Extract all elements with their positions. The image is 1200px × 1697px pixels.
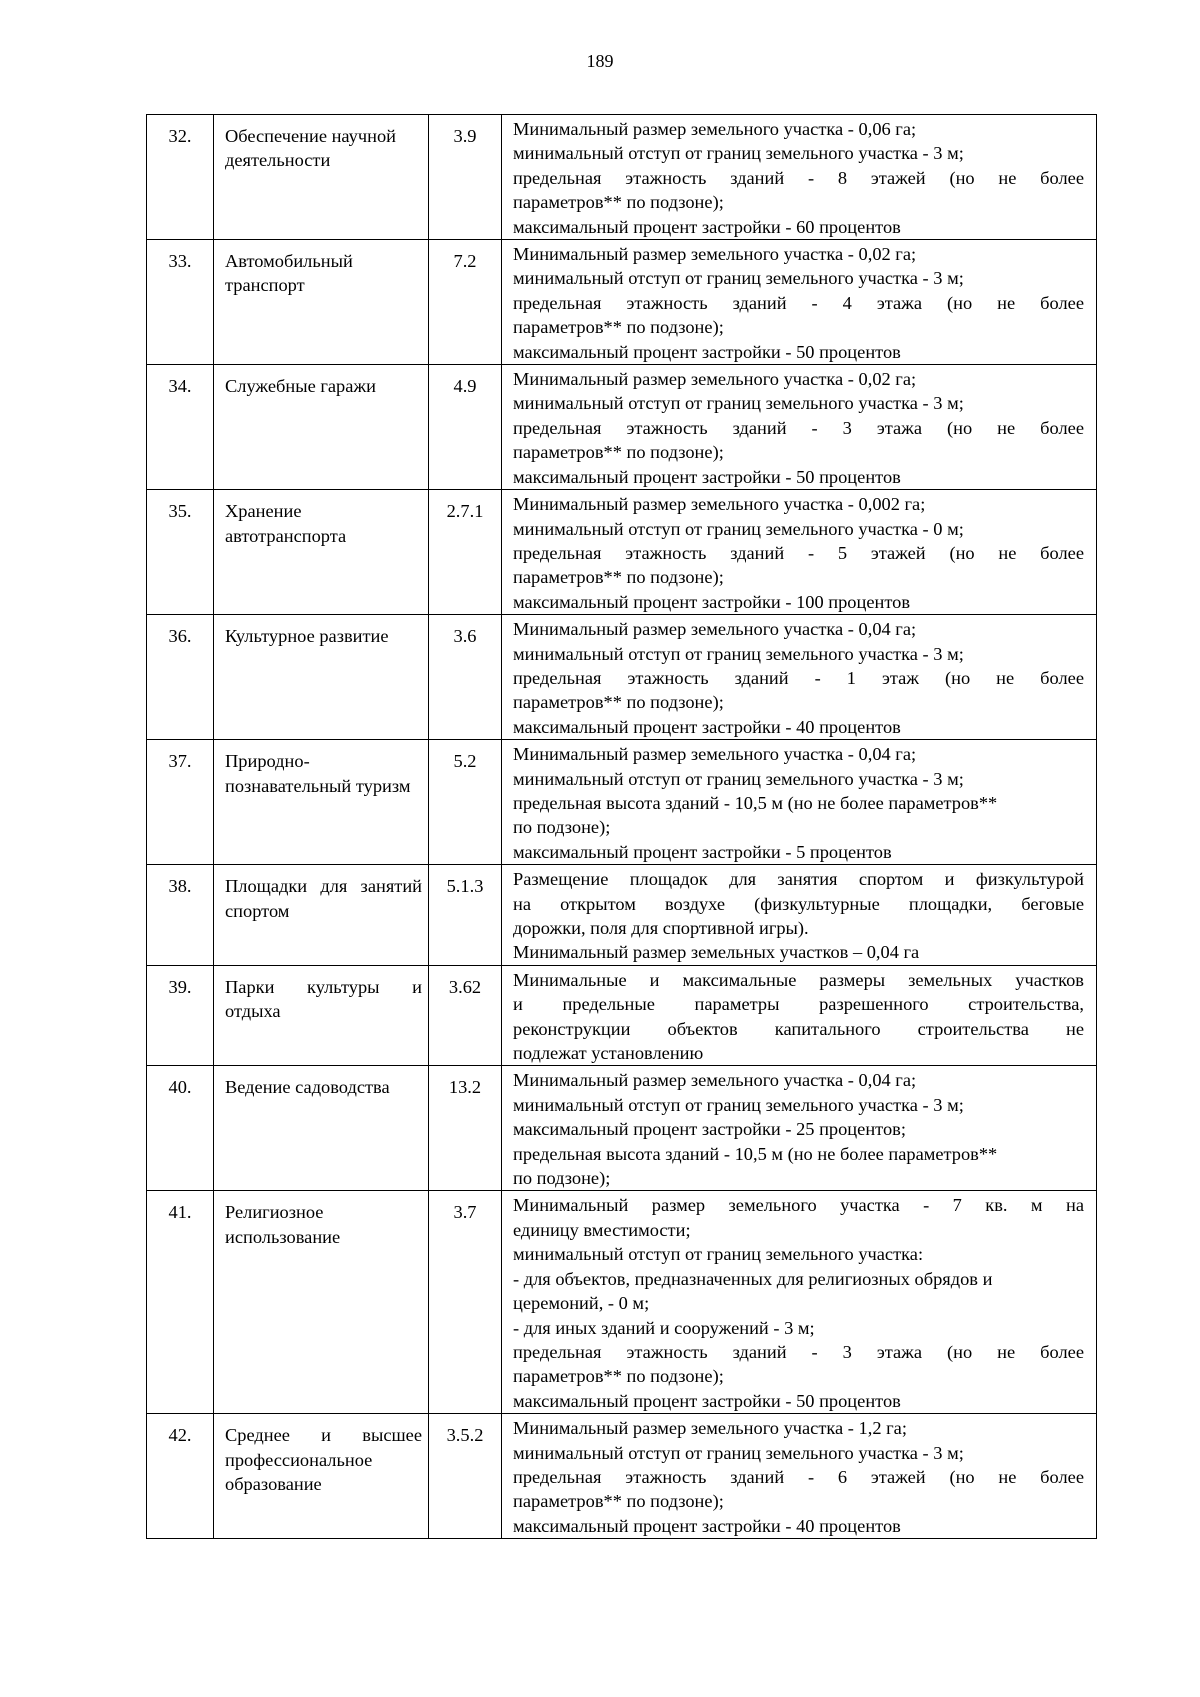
page-number: 189 (586, 51, 614, 71)
parameters-cell (502, 115, 1097, 240)
parameters-line: параметров** по подзоне); (513, 317, 724, 338)
land-use-name: Площадки для занятий спортом (225, 876, 422, 921)
land-use-code-cell (429, 365, 502, 490)
land-use-name: Ведение садоводства (225, 1077, 390, 1098)
row-number: 42. (168, 1425, 192, 1446)
land-use-name: Хранение автотранспорта (225, 501, 347, 546)
row-number: 35. (168, 501, 192, 522)
parameters-line: подлежат установлению (513, 1043, 704, 1064)
parameters-line: параметров** по подзоне); (513, 567, 724, 588)
parameters-line: максимальный процент застройки - 60 процентов (513, 216, 901, 237)
parameters-line: Минимальный размер земельного участка - 0,06 га; (513, 119, 917, 139)
land-use-name: Среднее и высшее профессиональное образование (225, 1425, 422, 1494)
table-row (147, 740, 1097, 865)
parameters-line: - для объектов, предназначенных для религиозных обрядов и (513, 1268, 993, 1289)
land-use-code: 3.62 (448, 976, 482, 997)
parameters-line: минимальный отступ от границ земельного участка - 3 м; (513, 143, 964, 164)
parameters-line: единицу вместимости; (513, 1219, 691, 1240)
row-number-cell (147, 1191, 214, 1414)
parameters-cell (502, 615, 1097, 740)
land-use-name-cell (214, 490, 429, 615)
land-use-name-cell (214, 615, 429, 740)
land-use-name-cell (214, 1414, 429, 1539)
parameters-cell (502, 365, 1097, 490)
row-number: 41. (168, 1202, 192, 1223)
parameters-line: и предельные параметры разрешенного строительства, (513, 994, 1084, 1015)
regulations-table (146, 114, 1097, 1539)
row-number-cell (147, 615, 214, 740)
row-number-cell (147, 240, 214, 365)
row-number-cell (147, 1414, 214, 1539)
land-use-code: 3.6 (453, 626, 477, 647)
parameters-line: минимальный отступ от границ земельного участка - 0 м; (513, 518, 964, 539)
parameters-line: Минимальный размер земельного участка - 7 кв. м на (513, 1195, 1084, 1216)
land-use-code: 13.2 (448, 1077, 482, 1098)
parameters-line: параметров** по подзоне); (513, 692, 724, 713)
row-number: 40. (168, 1077, 192, 1098)
land-use-name-cell (214, 865, 429, 966)
parameters-line: минимальный отступ от границ земельного участка - 3 м; (513, 1094, 964, 1115)
parameters-line: минимальный отступ от границ земельного участка - 3 м; (513, 768, 964, 789)
parameters-cell (502, 490, 1097, 615)
parameters-cell (502, 965, 1097, 1066)
row-number: 34. (168, 376, 192, 397)
parameters-line: Размещение площадок для занятия спортом и физкультурой (513, 869, 1084, 890)
parameters-line: Минимальный размер земельных участков – 0,04 га (513, 942, 920, 963)
row-number-cell (147, 490, 214, 615)
table-row (147, 240, 1097, 365)
land-use-code-cell (429, 1066, 502, 1191)
parameters-line: минимальный отступ от границ земельного участка - 3 м; (513, 1442, 964, 1463)
table-row (147, 1414, 1097, 1539)
land-use-name-cell (214, 365, 429, 490)
table-row (147, 365, 1097, 490)
parameters-line: Минимальный размер земельного участка - 0,02 га; (513, 369, 917, 390)
land-use-name-cell (214, 115, 429, 240)
parameters-line: предельная этажность зданий - 1 этаж (но не более (513, 667, 1084, 688)
land-use-code-cell (429, 1191, 502, 1414)
table-row (147, 1191, 1097, 1414)
parameters-line: предельная этажность зданий - 6 этажей (но не более (513, 1466, 1084, 1487)
land-use-code: 2.7.1 (446, 501, 484, 522)
land-use-code-cell (429, 865, 502, 966)
land-use-code: 3.9 (453, 126, 477, 146)
parameters-line: дорожки, поля для спортивной игры). (513, 918, 809, 938)
row-number-cell (147, 115, 214, 240)
parameters-line: максимальный процент застройки - 50 процентов (513, 1390, 901, 1411)
land-use-code-cell (429, 240, 502, 365)
parameters-line: параметров** по подзоне); (513, 1366, 724, 1387)
parameters-line: максимальный процент застройки - 5 процентов (513, 841, 892, 862)
land-use-code-cell (429, 615, 502, 740)
land-use-name-cell (214, 240, 429, 365)
land-use-code: 5.1.3 (446, 876, 484, 897)
parameters-line: по подзоне); (513, 1168, 611, 1189)
row-number: 32. (168, 126, 192, 146)
parameters-line: предельная этажность зданий - 4 этажа (но не более (513, 292, 1084, 313)
table-row (147, 1066, 1097, 1191)
parameters-line: предельная высота зданий - 10,5 м (но не более параметров** (513, 1143, 998, 1164)
parameters-line: Минимальный размер земельного участка - 0,002 га; (513, 494, 926, 515)
parameters-cell (502, 1414, 1097, 1539)
land-use-name-cell (214, 965, 429, 1066)
parameters-cell (502, 865, 1097, 966)
parameters-line: минимальный отступ от границ земельного участка: (513, 1244, 924, 1265)
row-number: 37. (168, 751, 192, 772)
land-use-code: 4.9 (453, 376, 477, 397)
land-use-code: 5.2 (453, 751, 477, 772)
parameters-line: минимальный отступ от границ земельного участка - 3 м; (513, 393, 964, 414)
land-use-name-cell (214, 1066, 429, 1191)
parameters-line: максимальный процент застройки - 100 процентов (513, 591, 911, 612)
row-number: 36. (168, 626, 192, 647)
parameters-line: на открытом воздухе (физкультурные площадки, беговые (513, 893, 1084, 914)
parameters-line: параметров** по подзоне); (513, 192, 724, 213)
parameters-line: максимальный процент застройки - 50 процентов (513, 341, 901, 362)
land-use-code-cell (429, 115, 502, 240)
parameters-line: предельная этажность зданий - 8 этажей (но не более (513, 167, 1084, 188)
land-use-code-cell (429, 1414, 502, 1539)
table-row (147, 615, 1097, 740)
land-use-code: 3.5.2 (446, 1425, 484, 1446)
row-number-cell (147, 1066, 214, 1191)
parameters-line: Минимальный размер земельного участка - 0,04 га; (513, 744, 917, 765)
parameters-line: Минимальные и максимальные размеры земельных участков (513, 969, 1084, 990)
row-number-cell (147, 740, 214, 865)
parameters-cell (502, 1191, 1097, 1414)
land-use-name: Природно-познавательный туризм (225, 751, 411, 796)
parameters-line: реконструкции объектов капитального строительства не (513, 1018, 1084, 1039)
parameters-line: параметров** по подзоне); (513, 442, 724, 463)
parameters-line: максимальный процент застройки - 40 процентов (513, 1515, 901, 1536)
parameters-line: Минимальный размер земельного участка - 1,2 га; (513, 1418, 907, 1439)
parameters-line: максимальный процент застройки - 40 процентов (513, 716, 901, 737)
parameters-line: параметров** по подзоне); (513, 1491, 724, 1512)
table-row (147, 865, 1097, 966)
land-use-name: Автомобильный транспорт (225, 251, 353, 296)
parameters-line: предельная высота зданий - 10,5 м (но не более параметров** (513, 792, 998, 813)
parameters-line: максимальный процент застройки - 25 процентов; (513, 1119, 906, 1140)
parameters-line: церемоний, - 0 м; (513, 1293, 650, 1314)
parameters-line: минимальный отступ от границ земельного участка - 3 м; (513, 643, 964, 664)
land-use-code: 3.7 (453, 1202, 477, 1223)
parameters-line: Минимальный размер земельного участка - 0,02 га; (513, 244, 917, 265)
parameters-line: предельная этажность зданий - 3 этажа (но не более (513, 1341, 1084, 1362)
land-use-code-cell (429, 490, 502, 615)
parameters-line: предельная этажность зданий - 3 этажа (но не более (513, 417, 1084, 438)
parameters-cell (502, 240, 1097, 365)
parameters-cell (502, 1066, 1097, 1191)
row-number-cell (147, 965, 214, 1066)
row-number-cell (147, 865, 214, 966)
table-row (147, 490, 1097, 615)
row-number: 33. (168, 251, 192, 272)
table-row (147, 965, 1097, 1066)
row-number: 39. (168, 976, 192, 997)
land-use-name: Парки культуры и отдыха (225, 976, 422, 1022)
land-use-name: Религиозное использование (225, 1202, 341, 1247)
row-number-cell (147, 365, 214, 490)
parameters-line: предельная этажность зданий - 5 этажей (но не более (513, 542, 1084, 563)
row-number: 38. (168, 876, 192, 897)
land-use-code-cell (429, 965, 502, 1066)
parameters-cell (502, 740, 1097, 865)
land-use-name: Обеспечение научной деятельности (225, 126, 396, 171)
parameters-line: Минимальный размер земельного участка - 0,04 га; (513, 619, 917, 640)
land-use-name: Служебные гаражи (225, 376, 376, 397)
land-use-name-cell (214, 1191, 429, 1414)
parameters-line: Минимальный размер земельного участка - 0,04 га; (513, 1070, 917, 1091)
parameters-line: по подзоне); (513, 817, 611, 838)
parameters-line: максимальный процент застройки - 50 процентов (513, 466, 901, 487)
land-use-code-cell (429, 740, 502, 865)
land-use-name: Культурное развитие (225, 626, 389, 647)
land-use-name-cell (214, 740, 429, 865)
parameters-line: минимальный отступ от границ земельного участка - 3 м; (513, 268, 964, 289)
table-row (147, 115, 1097, 240)
land-use-code: 7.2 (453, 251, 477, 272)
table-body (147, 115, 1097, 1539)
parameters-line: - для иных зданий и сооружений - 3 м; (513, 1317, 815, 1338)
